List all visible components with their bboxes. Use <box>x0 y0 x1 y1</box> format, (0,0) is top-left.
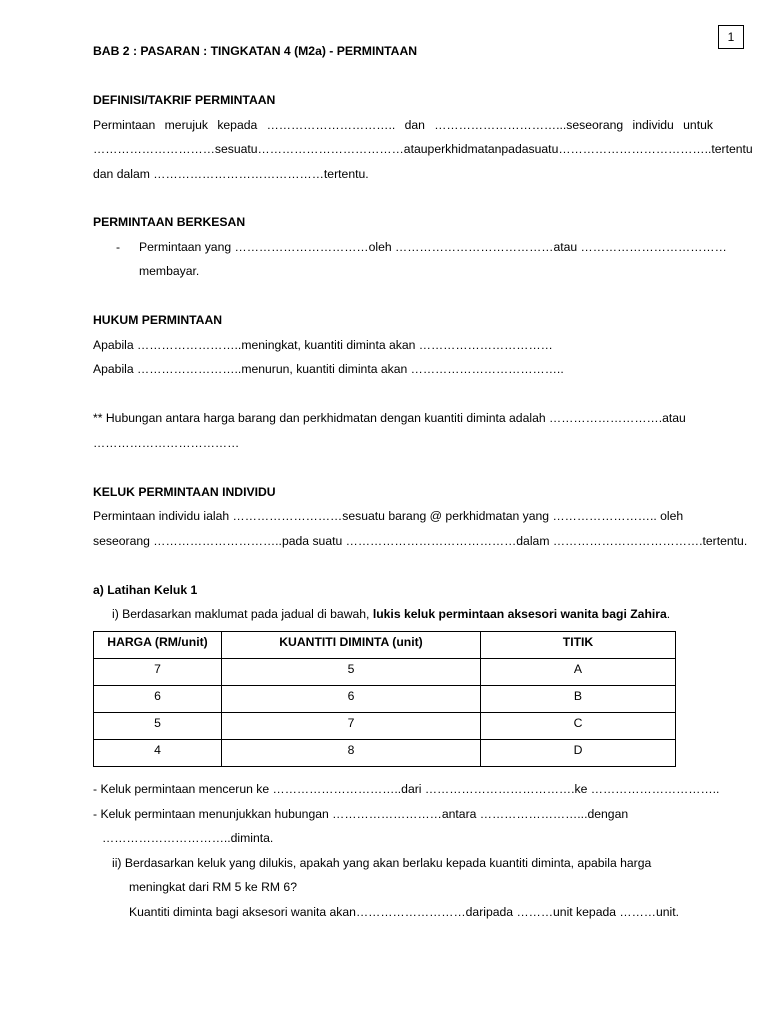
section-heading-berkesan: PERMINTAAN BERKESAN <box>93 215 246 229</box>
table-row <box>94 713 676 740</box>
column-header-titik: TITIK <box>481 632 676 659</box>
section-heading-definisi: DEFINISI/TAKRIF PERMINTAAN <box>93 93 276 107</box>
word: Permintaan <box>93 118 156 132</box>
word: merujuk <box>164 118 208 132</box>
keluk-line-2: seseorang …………………………..pada suatu ……………………………………dalam ……………………………….tertentu. <box>93 534 748 548</box>
question-1 <box>112 606 670 622</box>
berkesan-line-2: membayar. <box>139 264 200 278</box>
cell-harga: 6 <box>94 686 222 713</box>
definisi-line-1 <box>93 117 713 133</box>
cell-kuantiti: 6 <box>222 686 481 713</box>
table-row <box>94 659 676 686</box>
cell-kuantiti: 7 <box>222 713 481 740</box>
column-header-harga: HARGA (RM/unit) <box>94 632 222 659</box>
curve-statement-2: - Keluk permintaan menunjukkan hubungan ………………………antara ……………………...dengan <box>93 807 629 821</box>
berkesan-line-1: Permintaan yang ……………………………oleh …………………………………atau ……………………………… <box>139 240 727 254</box>
bullet-dash: - <box>116 240 121 254</box>
question-1-end: . <box>666 607 671 621</box>
word: dan <box>404 118 425 132</box>
word: untuk <box>683 118 713 132</box>
word: suatu……………………………….. <box>528 142 712 156</box>
hukum-note-line-2: ……………………………… <box>93 436 240 450</box>
word: tertentu <box>711 142 753 156</box>
cell-titik: A <box>481 659 676 686</box>
definisi-line-3: dan dalam ……………………………………tertentu. <box>93 167 369 181</box>
question-1-bold-text: lukis keluk permintaan aksesori wanita bagi Zahira <box>372 607 667 621</box>
page-header: BAB 2 : PASARAN : TINGKATAN 4 (M2a) - PERMINTAAN <box>93 44 418 58</box>
word: …………………………sesuatu………………………………atau <box>93 142 428 156</box>
cell-titik: C <box>481 713 676 740</box>
cell-titik: D <box>481 740 676 767</box>
table-row <box>94 686 676 713</box>
curve-statement-3: …………………………..diminta. <box>102 831 274 845</box>
question-1-text: i) Berdasarkan maklumat pada jadual di bawah, <box>112 607 373 621</box>
cell-harga: 5 <box>94 713 222 740</box>
demand-table <box>93 631 676 767</box>
cell-titik: B <box>481 686 676 713</box>
word: …………………………...seseorang <box>434 118 624 132</box>
section-heading-keluk: KELUK PERMINTAAN INDIVIDU <box>93 485 276 499</box>
word: individu <box>632 118 674 132</box>
word: perkhidmatan <box>427 142 502 156</box>
cell-harga: 7 <box>94 659 222 686</box>
definisi-line-2 <box>93 141 753 157</box>
question-2-answer: Kuantiti diminta bagi aksesori wanita akan………………………daripada ………unit kepada ………unit. <box>129 905 680 919</box>
hukum-line-2: Apabila ……………………..menurun, kuantiti diminta akan ……………………………….. <box>93 362 564 376</box>
cell-kuantiti: 5 <box>222 659 481 686</box>
column-header-kuantiti: KUANTITI DIMINTA (unit) <box>222 632 481 659</box>
exercise-title: a) Latihan Keluk 1 <box>93 583 198 597</box>
section-heading-hukum: HUKUM PERMINTAAN <box>93 313 223 327</box>
table-header-row <box>94 632 676 659</box>
hukum-line-1: Apabila ……………………..meningkat, kuantiti diminta akan …………………………… <box>93 338 553 352</box>
hukum-note-line-1: ** Hubungan antara harga barang dan perkhidmatan dengan kuantiti diminta adalah ……………………….atau <box>93 411 686 425</box>
keluk-line-1: Permintaan individu ialah ………………………sesuatu barang @ perkhidmatan yang …………………….. oleh <box>93 509 684 523</box>
word: kepada <box>217 118 258 132</box>
cell-harga: 4 <box>94 740 222 767</box>
question-2-line-1: ii) Berdasarkan keluk yang dilukis, apakah yang akan berlaku kepada kuantiti diminta, apabila harga <box>112 856 652 870</box>
word: ………………………….. <box>266 118 396 132</box>
word: pada <box>501 142 529 156</box>
page-number-box: 1 <box>718 25 744 49</box>
table-row <box>94 740 676 767</box>
cell-kuantiti: 8 <box>222 740 481 767</box>
curve-statement-1: - Keluk permintaan mencerun ke …………………………..dari ……………………………….ke ………………………….. <box>93 782 720 796</box>
question-2-line-2: meningkat dari RM 5 ke RM 6? <box>129 880 297 894</box>
